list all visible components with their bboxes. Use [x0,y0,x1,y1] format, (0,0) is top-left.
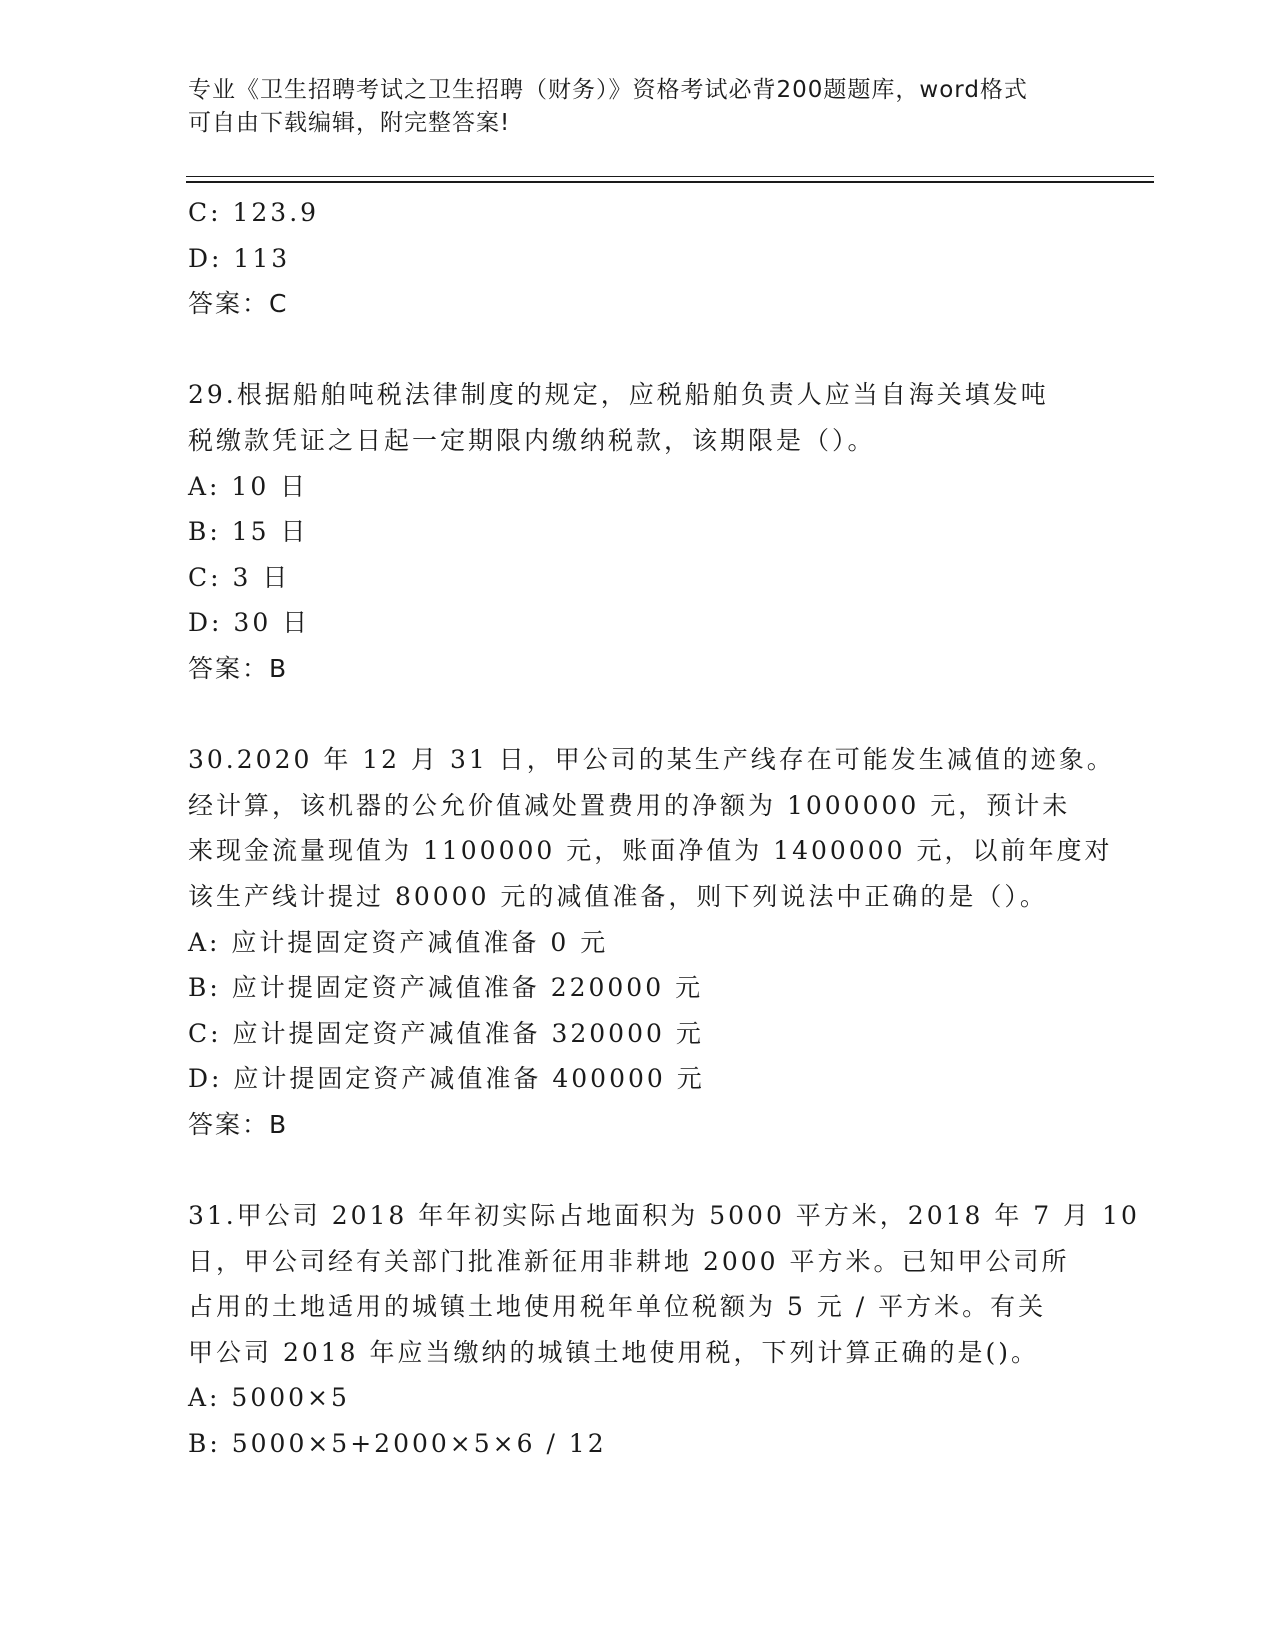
spacer [188,692,1068,738]
option-b: B: 5000×5+2000×5×6 / 12 [188,1429,607,1459]
question-stem-line: 税缴款凭证之日起一定期限内缴纳税款，该期限是（）。 [188,425,876,455]
question-29 [188,372,1068,691]
answer-line: 答案：B [188,653,289,683]
question-stem-line: 甲公司 2018 年应当缴纳的城镇土地使用税，下列计算正确的是()。 [188,1337,1040,1367]
header-title-line-1: 专业《卫生招聘考试之卫生招聘（财务）》资格考试必背200题题库，word格式 [188,77,1028,103]
option-c: C: 123.9 [188,198,320,227]
header-divider-thin [186,176,1154,177]
question-stem-line: 日，甲公司经有关部门批准新征用非耕地 2000 平方米。已知甲公司所 [188,1246,1070,1276]
question-stem-line: 经计算，该机器的公允价值减处置费用的净额为 1000000 元，预计未 [188,790,1071,820]
question-stem-line: 该生产线计提过 80000 元的减值准备，则下列说法中正确的是（）。 [188,881,1048,911]
option-d: D: 30 日 [188,608,311,638]
question-stem-line: 来现金流量现值为 1100000 元，账面净值为 1400000 元，以前年度对 [188,836,1113,866]
header-divider-thick [186,181,1154,183]
question-stem-line: 30.2020 年 12 月 31 日，甲公司的某生产线存在可能发生减值的迹象。 [188,745,1115,775]
option-a: A: 10 日 [188,471,309,501]
option-d: D: 113 [188,243,291,273]
question-stem-line: 29.根据船舶吨税法律制度的规定，应税船舶负责人应当自海关填发吨 [188,380,1049,410]
answer-line: 答案：B [188,1109,289,1139]
question-stem-line: 31.甲公司 2018 年年初实际占地面积为 5000 平方米，2018 年 7 月 10 [188,1201,1140,1231]
option-a: A: 应计提固定资产减值准备 0 元 [188,927,609,957]
question-30 [188,737,1115,1147]
spacer [188,1147,1068,1193]
answer-line: 答案：C [188,289,289,319]
question-stem-line: 占用的土地适用的城镇土地使用税年单位税额为 5 元 / 平方米。有关 [188,1292,1047,1322]
option-a: A: 5000×5 [188,1383,350,1413]
document-body [188,190,1140,1467]
option-c: C: 3 日 [188,562,291,592]
option-c: C: 应计提固定资产减值准备 320000 元 [188,1018,704,1048]
header-title-line-2: 可自由下载编辑，附完整答案! [188,110,511,136]
option-b: B: 15 日 [188,517,309,547]
page-header [188,74,1068,140]
option-d: D: 应计提固定资产减值准备 400000 元 [188,1064,705,1094]
question-28 [188,190,1068,327]
spacer [188,327,1068,373]
option-b: B: 应计提固定资产减值准备 220000 元 [188,973,704,1003]
question-31 [188,1193,1140,1467]
